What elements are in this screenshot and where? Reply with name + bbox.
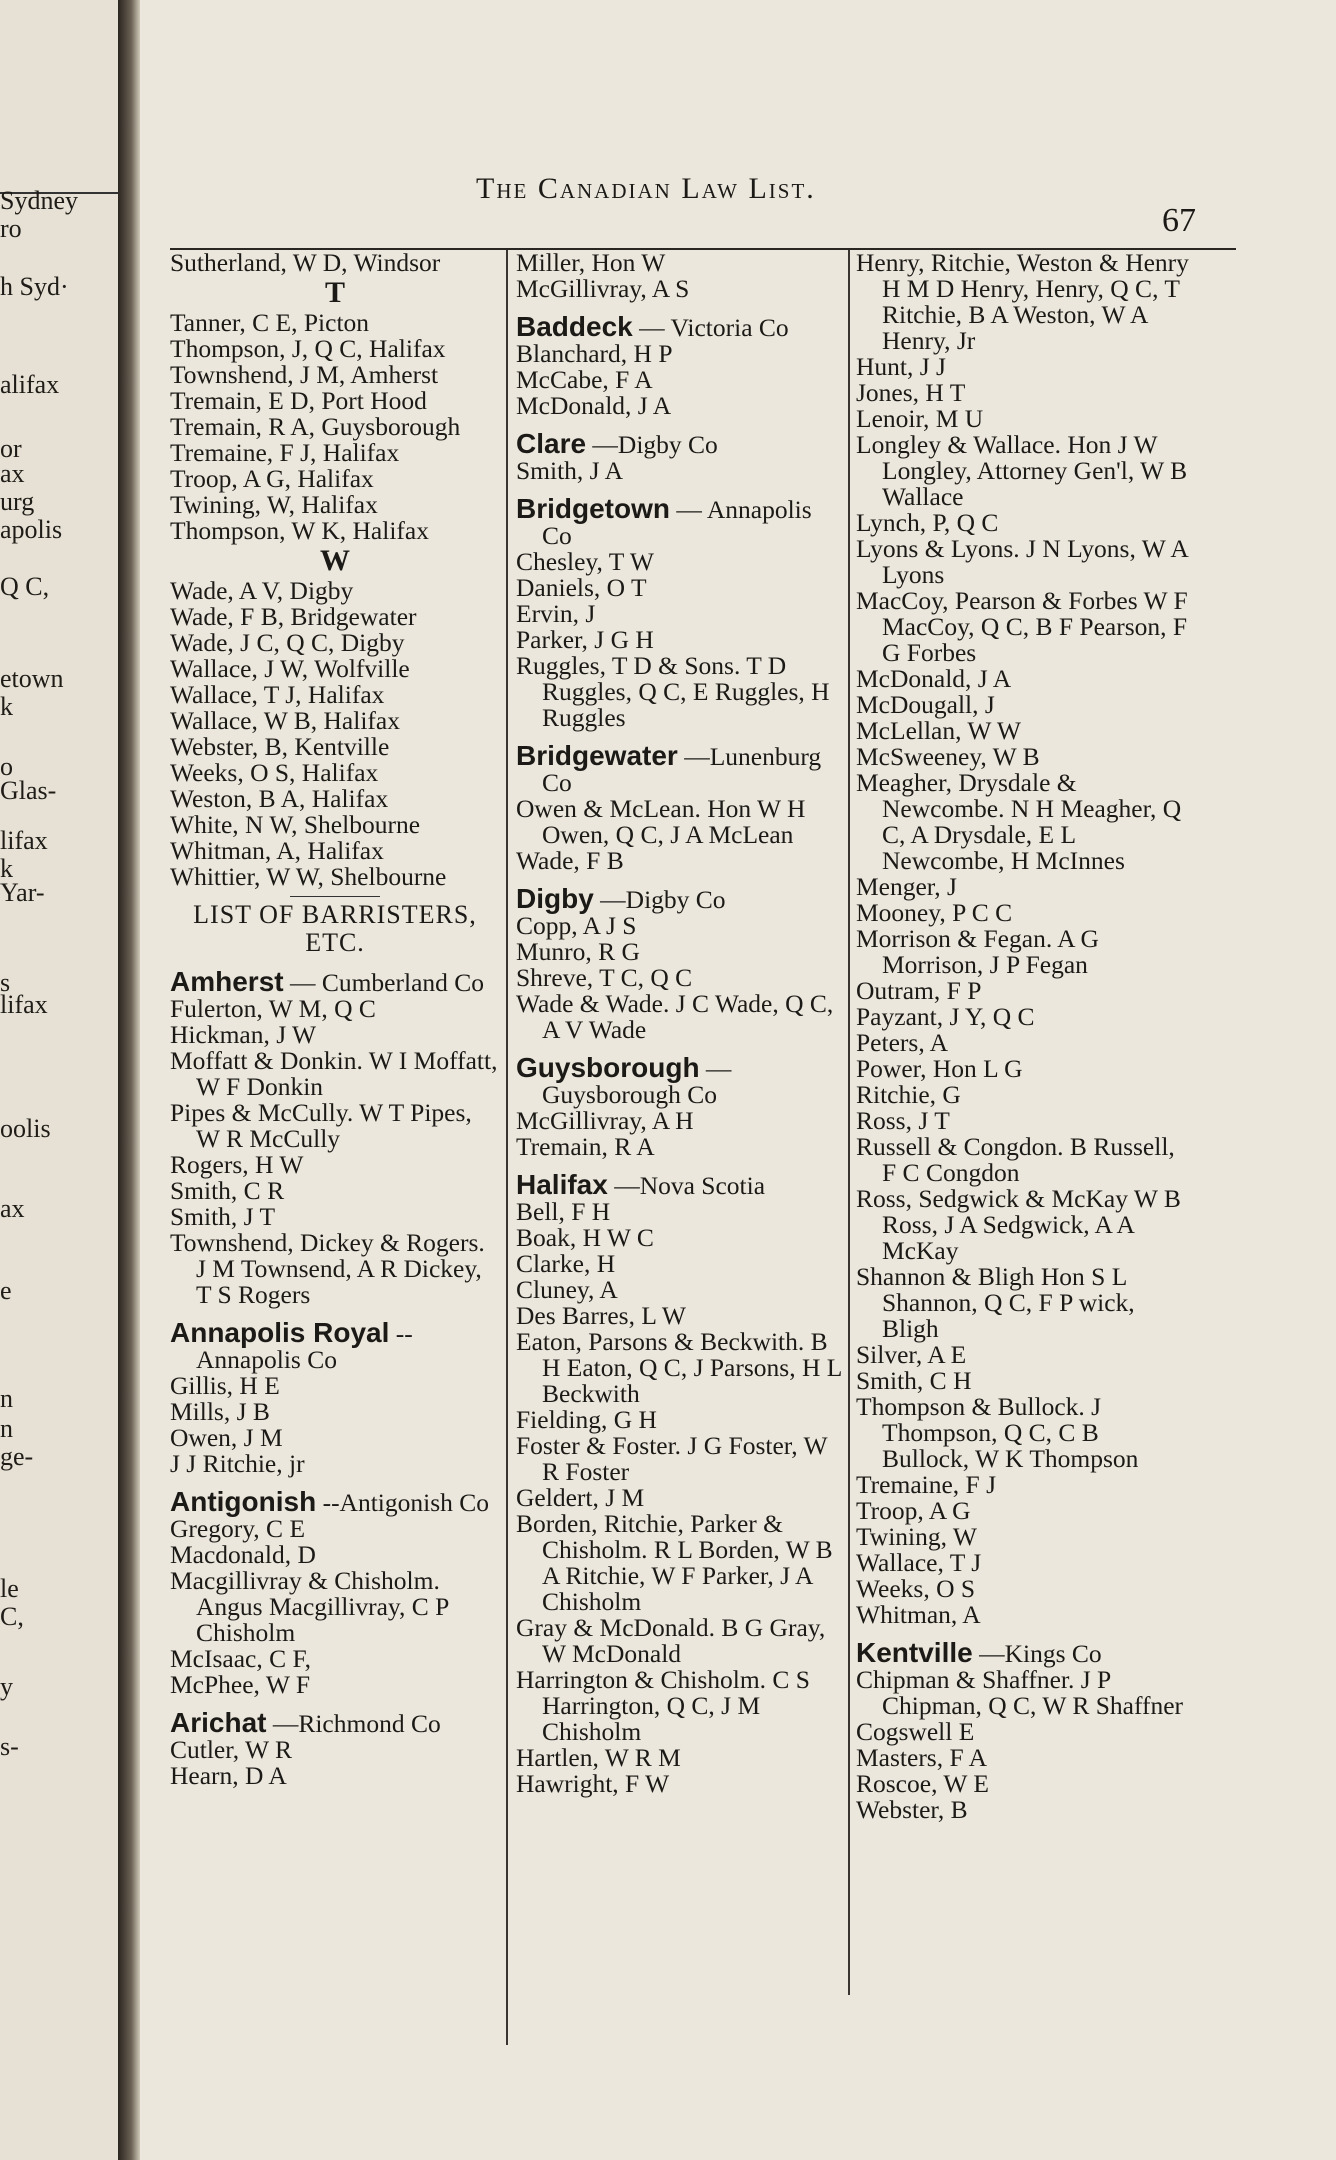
list-item: Lynch, P, Q C [856,508,999,537]
list-item: Tremain, R A [516,1132,655,1161]
list-item: Jones, H T [856,378,966,407]
list-item: McDougall, J [856,690,995,719]
directory-column-3 [856,250,1192,1823]
list-item: Daniels, O T [516,573,647,602]
list-item: Wade & Wade. J C Wade, Q C, A V Wade [516,989,834,1044]
list-item: Eaton, Parsons & Beckwith. B H Eaton, Q C, J Parsons, H L Beckwith [516,1327,842,1408]
section-rule [290,896,380,897]
previous-page-fragment: s- [0,1732,19,1761]
list-item: Lyons & Lyons. J N Lyons, W A Lyons [856,534,1188,589]
previous-page-fragment: s [0,968,11,997]
town-name: Antigonish [170,1486,317,1517]
list-item: Peters, A [856,1028,949,1057]
list-item: Ervin, J [516,599,596,628]
list-item: Borden, Ritchie, Parker & Chisholm. R L Borden, W B A Ritchie, W F Parker, J A Chisholm [516,1509,833,1616]
list-item: Twining, W, Halifax [170,490,378,519]
previous-page-edge [0,0,118,2160]
list-item: Des Barres, L W [516,1301,686,1330]
directory-column-2 [516,250,844,1797]
list-item: Twining, W [856,1522,977,1551]
list-item: White, N W, Shelbourne [170,810,421,839]
list-item: Power, Hon L G [856,1054,1023,1083]
town-heading [170,1317,500,1374]
county-name: —Kings Co [979,1639,1102,1668]
list-item: Webster, B [856,1795,968,1824]
county-name: —Lunenburg Co [542,742,822,797]
alphabet-section-letter: W [320,544,350,577]
list-item: Hunt, J J [856,352,946,381]
list-item: Cutler, W R [170,1735,292,1764]
previous-page-fragment: Yar- [0,878,45,907]
list-item: Wade, F B [516,846,624,875]
list-item: Chipman & Shaffner. J P Chipman, Q C, W R Shaffner [856,1665,1184,1720]
list-item: Cogswell E [856,1717,975,1746]
list-item: Smith, J A [516,456,623,485]
list-item: Townshend, J M, Amherst [170,360,439,389]
town-name: Kentville [856,1637,973,1668]
list-item: McPhee, W F [170,1670,311,1699]
list-item: Boak, H W C [516,1223,654,1252]
list-item: Gillis, H E [170,1371,280,1400]
previous-page-fragment: ro [0,214,22,243]
list-item: Shreve, T C, Q C [516,963,693,992]
town-heading [516,311,844,342]
previous-page-fragment: k [0,692,13,721]
list-item: Whittier, W W, Shelbourne [170,862,447,891]
county-name: —Richmond Co [272,1709,441,1738]
alphabet-section-letter: T [324,276,345,309]
list-item: McDonald, J A [856,664,1012,693]
list-item: MacCoy, Pearson & Forbes W F MacCoy, Q C, B F Pearson, F G Forbes [856,586,1188,667]
list-item: Tremaine, F J, Halifax [170,438,400,467]
list-item: Troop, A G, Halifax [170,464,374,493]
county-name: —Nova Scotia [614,1171,766,1200]
list-item: Rogers, H W [170,1150,304,1179]
list-item: Tremaine, F J [856,1470,997,1499]
town-name: Amherst [170,966,284,997]
town-name: Guysborough [516,1052,700,1083]
list-item: Foster & Foster. J G Foster, W R Foster [516,1431,828,1486]
previous-page-fragment: Glas- [0,776,57,805]
list-item: McGillivray, A S [516,274,690,303]
previous-page-fragment: lifax [0,990,48,1019]
previous-page-fragment: or [0,434,22,463]
list-item: McGillivray, A H [516,1106,694,1135]
previous-page-fragment: k [0,854,13,883]
previous-page-fragment: apolis [0,515,63,544]
list-heading: LIST OF BARRISTERS, ETC. [193,900,477,957]
list-item: Whitman, A, Halifax [170,836,384,865]
list-item: Wallace, J W, Wolfville [170,654,410,683]
previous-page-fragment: ax [0,1194,25,1223]
previous-page-fragment: n [0,1384,13,1413]
list-item: Tremain, E D, Port Hood [170,386,427,415]
column-divider [848,250,850,1995]
list-item: Blanchard, H P [516,339,673,368]
list-item: Smith, C R [170,1176,285,1205]
list-item: Moffatt & Donkin. W I Moffatt, W F Donkin [170,1046,498,1101]
page-number: 67 [1162,202,1196,239]
previous-page-fragment: n [0,1414,13,1443]
town-name: Halifax [516,1169,608,1200]
previous-page-fragment: y [0,1672,13,1701]
list-item: Wade, F B, Bridgewater [170,602,417,631]
list-item: Tremain, R A, Guysborough [170,412,461,441]
town-heading [516,493,844,550]
list-item: Wade, J C, Q C, Digby [170,628,405,657]
list-item: Cluney, A [516,1275,618,1304]
previous-page-fragment: ax [0,459,25,488]
list-item: McIsaac, C F, [170,1644,312,1673]
list-item: Ritchie, G [856,1080,961,1109]
list-item: J J Ritchie, jr [170,1449,305,1478]
column-divider [506,250,508,2045]
list-item: Owen, J M [170,1423,283,1452]
list-item: Webster, B, Kentville [170,732,390,761]
previous-page-fragment: o [0,752,13,781]
town-heading [516,428,844,459]
list-item: Owen & McLean. Hon W H Owen, Q C, J A McLean [516,794,806,849]
list-item: Chesley, T W [516,547,654,576]
list-item: Fulerton, W M, Q C [170,994,376,1023]
list-item: Smith, C H [856,1366,972,1395]
list-item: Macdonald, D [170,1540,316,1569]
town-heading [516,1052,844,1109]
list-item: Weeks, O S, Halifax [170,758,379,787]
previous-page-fragment: le [0,1574,19,1603]
list-item: Thompson, W K, Halifax [170,516,429,545]
county-name: --Annapolis Co [196,1319,413,1374]
previous-page-fragment: C, [0,1602,24,1631]
list-item: Hearn, D A [170,1761,287,1790]
list-item: Harrington & Chisholm. C S Harrington, Q C, J M Chisholm [516,1665,810,1746]
list-item: Miller, Hon W [516,248,666,277]
town-name: Digby [516,883,594,914]
list-item: Longley & Wallace. Hon J W Longley, Attorney Gen'l, W B Wallace [856,430,1188,511]
list-item: Thompson & Bullock. J Thompson, Q C, C B Bullock, W K Thompson [856,1392,1139,1473]
list-item: Wallace, T J, Halifax [170,680,385,709]
previous-page-fragment: Q C, [0,572,50,601]
list-item: Townshend, Dickey & Rogers. J M Townsend, A R Dickey, T S Rogers [170,1228,485,1309]
county-name: —Digby Co [592,430,718,459]
list-item: Troop, A G [856,1496,971,1525]
list-item: Masters, F A [856,1743,988,1772]
previous-page-fragment: e [0,1276,12,1305]
county-name: — Annapolis Co [542,495,812,550]
list-item: Pipes & McCully. W T Pipes, W R McCully [170,1098,472,1153]
previous-page-fragment: Sydney [0,186,78,215]
list-item: Hartlen, W R M [516,1743,681,1772]
list-item: Meagher, Drysdale & Newcombe. N H Meagher, Q C, A Drysdale, E L Newcombe, H McInnes [856,768,1182,875]
town-name: Clare [516,428,587,459]
list-item: Clarke, H [516,1249,616,1278]
town-name: Baddeck [516,311,633,342]
previous-page-fragment: ge- [0,1442,34,1471]
list-item: Sutherland, W D, Windsor [170,248,441,277]
list-item: McCabe, F A [516,365,653,394]
list-item: Thompson, J, Q C, Halifax [170,334,446,363]
list-item: Wallace, W B, Halifax [170,706,400,735]
book-gutter [118,0,140,2160]
list-item: Wade, A V, Digby [170,576,354,605]
list-item: Bell, F H [516,1197,611,1226]
list-item: Smith, J T [170,1202,276,1231]
directory-column-1 [170,250,500,1789]
county-name: — Guysborough Co [542,1054,732,1109]
previous-page-fragment: oolis [0,1114,51,1143]
town-name: Bridgetown [516,493,670,524]
list-item: Gregory, C E [170,1514,306,1543]
list-item: Outram, F P [856,976,982,1005]
list-item: Lenoir, M U [856,404,984,433]
town-heading [516,740,844,797]
town-heading [856,1637,1192,1668]
list-item: Gray & McDonald. B G Gray, W McDonald [516,1613,826,1668]
list-item: Tanner, C E, Picton [170,308,370,337]
previous-page-fragment: etown [0,664,64,693]
town-heading [170,1486,500,1517]
list-item: Whitman, A [856,1600,981,1629]
list-item: Wallace, T J [856,1548,982,1577]
list-item: Hawright, F W [516,1769,670,1798]
list-item: Russell & Congdon. B Russell, F C Congdon [856,1132,1175,1187]
list-item: McLellan, W W [856,716,1022,745]
previous-page-fragment: lifax [0,826,48,855]
list-item: Weston, B A, Halifax [170,784,389,813]
previous-page-fragment: h Syd· [0,272,69,301]
county-name: --Antigonish Co [322,1488,490,1517]
town-heading [516,1169,844,1200]
town-heading [516,883,844,914]
list-item: Roscoe, W E [856,1769,989,1798]
county-name: — Cumberland Co [289,968,485,997]
list-item: Shannon & Bligh Hon S L Shannon, Q C, F P wick, Bligh [856,1262,1135,1343]
town-heading [170,966,500,997]
town-name: Arichat [170,1707,267,1738]
list-item: Geldert, J M [516,1483,645,1512]
list-item: Macgillivray & Chisholm. Angus Macgillivray, C P Chisholm [170,1566,449,1647]
list-item: Payzant, J Y, Q C [856,1002,1035,1031]
list-item: Copp, A J S [516,911,637,940]
town-heading [170,1707,500,1738]
town-name: Annapolis Royal [170,1317,390,1348]
list-item: Mooney, P C C [856,898,1013,927]
list-item: McSweeney, W B [856,742,1040,771]
list-item: Hickman, J W [170,1020,317,1049]
list-item: McDonald, J A [516,391,672,420]
list-item: Parker, J G H [516,625,654,654]
list-item: Silver, A E [856,1340,967,1369]
list-item: Menger, J [856,872,957,901]
county-name: — Victoria Co [639,313,789,342]
list-item: Ross, Sedgwick & McKay W B Ross, J A Sedgwick, A A McKay [856,1184,1181,1265]
list-item: Morrison & Fegan. A G Morrison, J P Fegan [856,924,1099,979]
running-title: The Canadian Law List. [476,172,816,205]
previous-page-fragment: alifax [0,370,60,399]
list-item: Mills, J B [170,1397,270,1426]
list-item: Fielding, G H [516,1405,657,1434]
list-item: Ruggles, T D & Sons. T D Ruggles, Q C, E Ruggles, H Ruggles [516,651,830,732]
list-item: Ross, J T [856,1106,950,1135]
directory-page [140,0,1336,2160]
list-item: Weeks, O S [856,1574,976,1603]
list-item: Henry, Ritchie, Weston & Henry H M D Henry, Henry, Q C, T Ritchie, B A Weston, W A Henry, Jr [856,248,1189,355]
town-name: Bridgewater [516,740,678,771]
county-name: —Digby Co [600,885,726,914]
previous-page-fragment: urg [0,487,35,516]
list-item: Munro, R G [516,937,640,966]
